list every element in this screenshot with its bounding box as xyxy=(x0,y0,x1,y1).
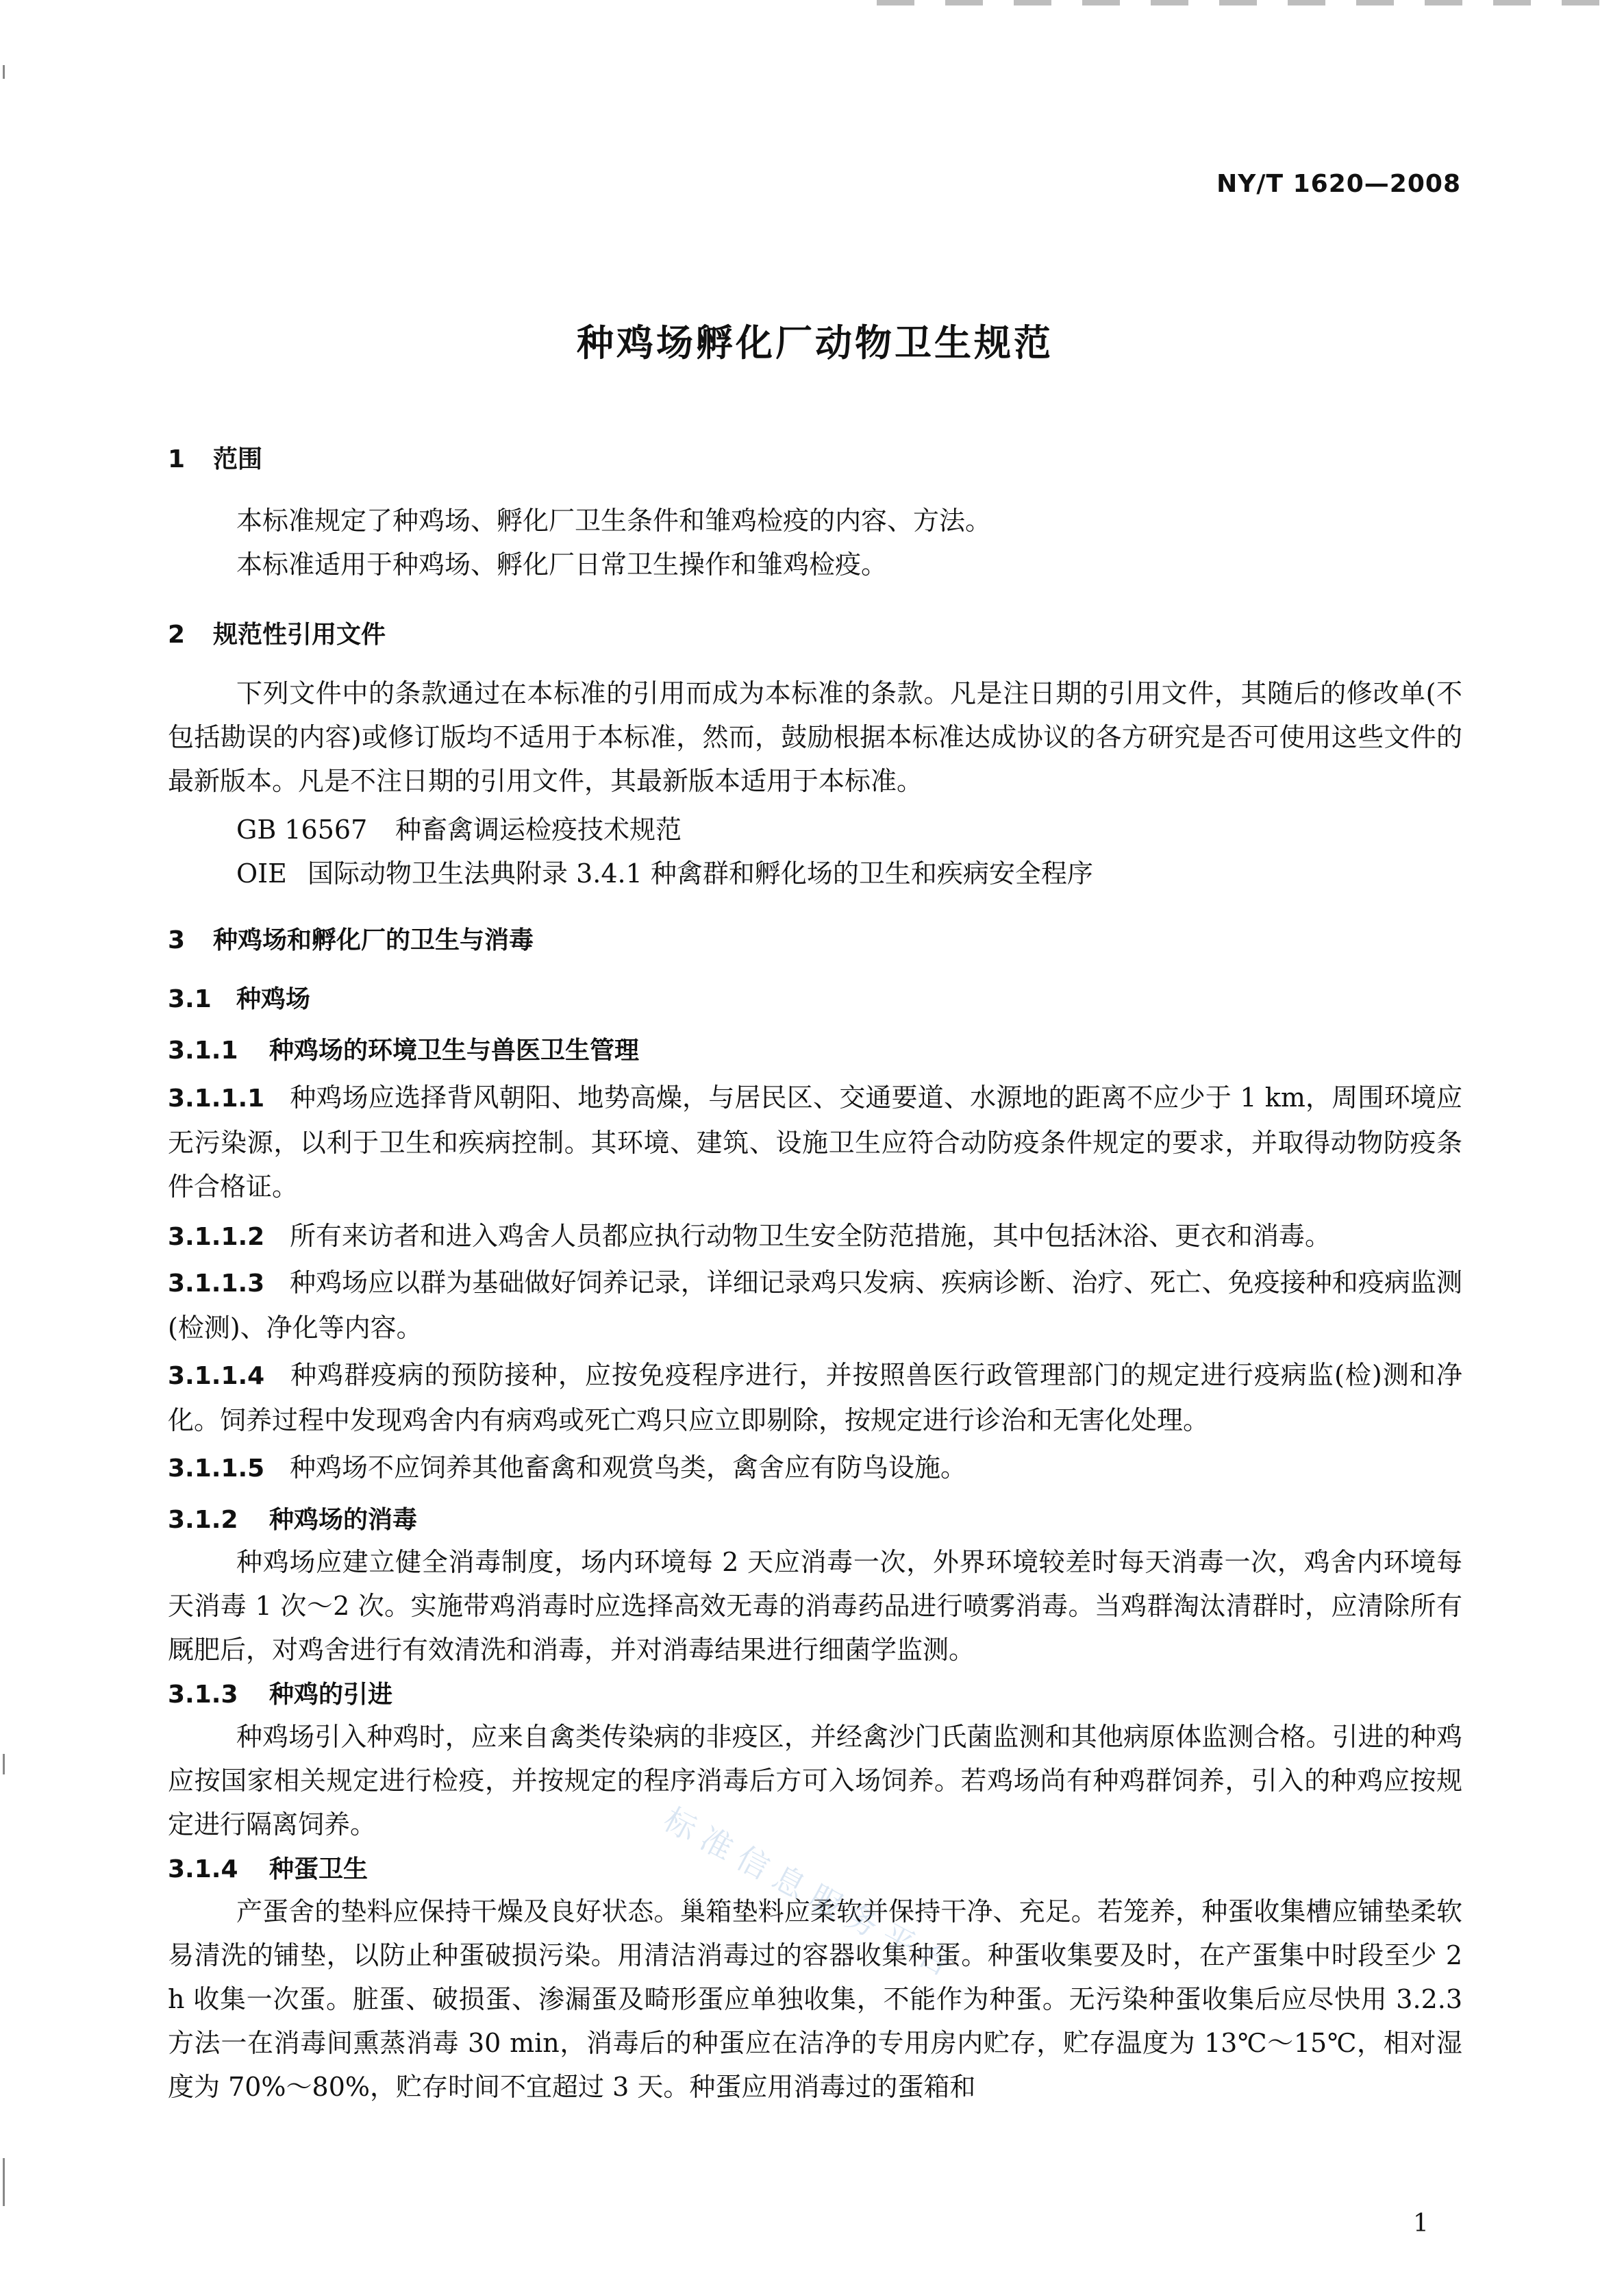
section-title: 范围 xyxy=(213,445,263,473)
section-number: 3.1.4 xyxy=(168,1855,238,1883)
section-3-1-2-heading xyxy=(168,1500,1462,1535)
clause-number: 3.1.1.2 xyxy=(168,1223,265,1251)
section-number: 2 xyxy=(168,621,186,649)
section-1-para-1: 本标准规定了种鸡场、孵化厂卫生条件和雏鸡检疫的内容、方法。 xyxy=(236,506,992,536)
section-number: 1 xyxy=(168,445,186,473)
header-dash-line xyxy=(877,0,1610,5)
reference-title: 种畜禽调运检疫技术规范 xyxy=(395,815,682,845)
clause-text: 种鸡场应以群为基础做好饲养记录，详细记录鸡只发病、疾病诊断、治疗、死亡、免疫接种和疫病监测(检测)、净化等内容。 xyxy=(168,1267,1462,1343)
reference-item xyxy=(168,852,1531,890)
page-number: 1 xyxy=(1413,2209,1429,2238)
clause-number: 3.1.1.4 xyxy=(168,1362,265,1390)
section-title: 种鸡场的环境卫生与兽医卫生管理 xyxy=(269,1037,640,1065)
reference-item xyxy=(168,808,1531,846)
section-title: 种鸡场 xyxy=(236,985,311,1013)
clause-number: 3.1.1.1 xyxy=(168,1085,265,1113)
clause-3-1-1-3 xyxy=(168,1261,1462,1350)
section-3-1-3-para: 种鸡场引入种鸡时，应来自禽类传染病的非疫区，并经禽沙门氏菌监测和其他病原体监测合格。引进的种鸡应按国家相关规定进行检疫，并按规定的程序消毒后方可入场饲养。若鸡场尚有种鸡群饲养，引入的种鸡应按规定进行隔离饲养。 xyxy=(168,1722,1462,1840)
clause-number: 3.1.1.3 xyxy=(168,1270,265,1298)
section-2-para: 下列文件中的条款通过在本标准的引用而成为本标准的条款。凡是注日期的引用文件，其随后的修改单(不包括勘误的内容)或修订版均不适用于本标准，然而，鼓励根据本标准达成协议的各方研究是否可使用这些文件的最新版本。凡是不注日期的引用文件，其最新版本适用于本标准。 xyxy=(168,678,1462,796)
section-number: 3.1.1 xyxy=(168,1037,238,1065)
clause-number: 3.1.1.5 xyxy=(168,1454,265,1483)
section-number: 3 xyxy=(168,926,186,954)
section-3-1-2-para: 种鸡场应建立健全消毒制度，场内环境每 2 天应消毒一次，外界环境较差时每天消毒一次，鸡舍内环境每天消毒 1 次～2 次。实施带鸡消毒时应选择高效无毒的消毒药品进行喷雾消毒。当鸡群淘汰清群时，应清除所有厩肥后，对鸡舍进行有效清洗和消毒，并对消毒结果进行细菌学监测。 xyxy=(168,1547,1462,1665)
clause-3-1-1-2 xyxy=(168,1214,1462,1259)
reference-title: 国际动物卫生法典附录 3.4.1 种禽群和孵化场的卫生和疾病安全程序 xyxy=(308,858,1093,889)
section-title: 种鸡场的消毒 xyxy=(269,1506,418,1534)
scan-edge-mark xyxy=(3,65,5,79)
clause-3-1-1-4 xyxy=(168,1353,1462,1442)
section-1-heading xyxy=(168,440,1462,475)
reference-code: GB 16567 xyxy=(236,815,368,845)
section-number: 3.1.3 xyxy=(168,1681,238,1709)
section-title: 种鸡场和孵化厂的卫生与消毒 xyxy=(213,926,534,954)
clause-3-1-1-1 xyxy=(168,1076,1462,1209)
scan-edge-mark xyxy=(3,2158,5,2206)
section-3-1-heading xyxy=(168,980,1462,1015)
section-3-1-1-heading xyxy=(168,1031,1462,1066)
watermark: 标准信息服务平台 xyxy=(658,1800,966,1988)
section-1-para-2: 本标准适用于种鸡场、孵化厂日常卫生操作和雏鸡检疫。 xyxy=(236,549,888,580)
standard-code: NY/T 1620—2008 xyxy=(1216,170,1461,198)
clause-text: 种鸡场应选择背风朝阳、地势高燥，与居民区、交通要道、水源地的距离不应少于 1 km，周围环境应无污染源，以利于卫生和疾病控制。其环境、建筑、设施卫生应符合动防疫条件规定的要求，并取得动物防疫条件合格证。 xyxy=(168,1082,1462,1202)
section-title: 种鸡的引进 xyxy=(269,1681,393,1709)
section-number: 3.1 xyxy=(168,985,212,1013)
section-title: 规范性引用文件 xyxy=(213,621,386,649)
document-title: 种鸡场孵化厂动物卫生规范 xyxy=(577,321,1053,364)
section-3-1-4-para: 产蛋舍的垫料应保持干燥及良好状态。巢箱垫料应柔软并保持干净、充足。若笼养，种蛋收集槽应铺垫柔软易清洗的铺垫，以防止种蛋破损污染。用清洁消毒过的容器收集种蛋。种蛋收集要及时，在产蛋集中时段至少 2 h 收集一次蛋。脏蛋、破损蛋、渗漏蛋及畸形蛋应单独收集，不能作为种蛋。无污染种蛋收集后应尽快用 3.2.3 方法一在消毒间熏蒸消毒 30 min，消毒后的种蛋应在洁净的专用房内贮存，贮存温度为 13℃～15℃，相对湿度为 70%～80%，贮存时间不宜超过 3 天。种蛋应用消毒过的蛋箱和 xyxy=(168,1896,1462,2102)
section-number: 3.1.2 xyxy=(168,1506,238,1534)
section-3-heading xyxy=(168,921,1462,956)
clause-3-1-1-5 xyxy=(168,1446,1462,1491)
reference-code: OIE xyxy=(236,858,287,889)
clause-text: 所有来访者和进入鸡舍人员都应执行动物卫生安全防范措施，其中包括沐浴、更衣和消毒。 xyxy=(290,1221,1332,1251)
section-title: 种蛋卫生 xyxy=(269,1855,368,1883)
section-3-1-3-heading xyxy=(168,1675,1462,1710)
clause-text: 种鸡场不应饲养其他畜禽和观赏鸟类，禽舍应有防鸟设施。 xyxy=(290,1452,967,1483)
clause-text: 种鸡群疫病的预防接种，应按免疫程序进行，并按照兽医行政管理部门的规定进行疫病监(检)测和净化。饲养过程中发现鸡舍内有病鸡或死亡鸡只应立即剔除，按规定进行诊治和无害化处理。 xyxy=(168,1360,1462,1435)
scan-edge-mark xyxy=(3,1754,5,1774)
section-2-heading xyxy=(168,615,1462,650)
